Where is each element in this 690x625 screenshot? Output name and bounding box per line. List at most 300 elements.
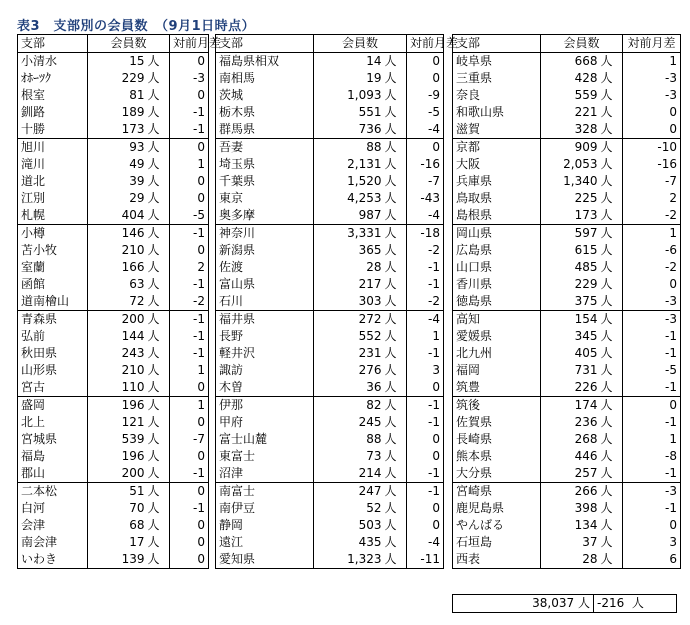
total-diff-unit: 人 xyxy=(631,596,644,610)
member-unit: 人 xyxy=(146,362,170,379)
month-diff: 0 xyxy=(407,70,444,87)
month-diff: -16 xyxy=(407,156,444,173)
member-unit: 人 xyxy=(146,53,170,71)
member-count: 539 xyxy=(88,431,146,448)
table-row xyxy=(453,345,681,362)
month-diff: -3 xyxy=(170,70,209,87)
month-diff: -1 xyxy=(623,414,681,431)
branch-name: 軽井沢 xyxy=(216,345,314,362)
month-diff: -1 xyxy=(170,500,209,517)
member-unit: 人 xyxy=(383,207,407,225)
branch-name: 高知 xyxy=(453,311,541,329)
table-row xyxy=(18,259,209,276)
member-count: 37 xyxy=(541,534,599,551)
branch-name: 盛岡 xyxy=(18,397,88,415)
member-unit: 人 xyxy=(383,156,407,173)
month-diff: -5 xyxy=(407,104,444,121)
member-count: 39 xyxy=(88,173,146,190)
member-unit: 人 xyxy=(599,225,623,243)
member-unit: 人 xyxy=(383,225,407,243)
branch-name: 根室 xyxy=(18,87,88,104)
table-row xyxy=(216,293,444,311)
month-diff: -1 xyxy=(170,104,209,121)
table-row xyxy=(216,431,444,448)
member-unit: 人 xyxy=(146,431,170,448)
member-unit: 人 xyxy=(599,173,623,190)
member-unit: 人 xyxy=(599,87,623,104)
table-row xyxy=(453,465,681,483)
branch-name: 埼玉県 xyxy=(216,156,314,173)
member-count: 144 xyxy=(88,328,146,345)
branch-name: 島根県 xyxy=(453,207,541,225)
member-count: 3,331 xyxy=(314,225,383,243)
month-diff: -1 xyxy=(407,259,444,276)
member-unit: 人 xyxy=(146,121,170,139)
member-count: 435 xyxy=(314,534,383,551)
member-unit: 人 xyxy=(599,328,623,345)
member-count: 503 xyxy=(314,517,383,534)
member-count: 29 xyxy=(88,190,146,207)
table-row xyxy=(453,173,681,190)
branch-name: 函館 xyxy=(18,276,88,293)
member-unit: 人 xyxy=(599,448,623,465)
total-members: 38,037 xyxy=(532,596,575,610)
month-diff: 0 xyxy=(170,53,209,71)
table-row xyxy=(453,551,681,569)
table-row xyxy=(216,207,444,225)
month-diff: 2 xyxy=(623,190,681,207)
month-diff: 1 xyxy=(623,225,681,243)
member-unit: 人 xyxy=(146,483,170,501)
month-diff: 0 xyxy=(623,397,681,415)
table-row xyxy=(216,311,444,329)
table-row xyxy=(453,500,681,517)
member-unit: 人 xyxy=(146,293,170,311)
branch-name: 徳島県 xyxy=(453,293,541,311)
member-unit: 人 xyxy=(599,414,623,431)
table-row xyxy=(18,173,209,190)
month-diff: -3 xyxy=(623,293,681,311)
table-row xyxy=(453,53,681,71)
table-row xyxy=(18,53,209,71)
table-row xyxy=(453,311,681,329)
member-unit: 人 xyxy=(146,328,170,345)
header-diff: 対前月差 xyxy=(623,35,681,53)
member-count: 446 xyxy=(541,448,599,465)
branch-name: 長野 xyxy=(216,328,314,345)
table-row xyxy=(18,293,209,311)
table-row xyxy=(453,242,681,259)
branch-name: 滝川 xyxy=(18,156,88,173)
table-row xyxy=(453,225,681,243)
member-count: 615 xyxy=(541,242,599,259)
header-branch: 支部 xyxy=(453,35,541,53)
month-diff: 0 xyxy=(170,483,209,501)
member-count: 303 xyxy=(314,293,383,311)
member-count: 736 xyxy=(314,121,383,139)
branch-name: 道南檜山 xyxy=(18,293,88,311)
member-count: 139 xyxy=(88,551,146,569)
member-unit: 人 xyxy=(383,121,407,139)
member-count: 210 xyxy=(88,362,146,379)
member-unit: 人 xyxy=(383,534,407,551)
branch-name: 佐賀県 xyxy=(453,414,541,431)
member-unit: 人 xyxy=(599,104,623,121)
table-row xyxy=(453,517,681,534)
branch-name: 三重県 xyxy=(453,70,541,87)
member-unit: 人 xyxy=(146,104,170,121)
month-diff: 1 xyxy=(170,397,209,415)
table-row xyxy=(216,551,444,569)
member-unit: 人 xyxy=(383,87,407,104)
member-count: 28 xyxy=(314,259,383,276)
member-count: 266 xyxy=(541,483,599,501)
branch-name: 釧路 xyxy=(18,104,88,121)
member-count: 559 xyxy=(541,87,599,104)
month-diff: -4 xyxy=(407,121,444,139)
branch-name: 札幌 xyxy=(18,207,88,225)
branch-name: 北上 xyxy=(18,414,88,431)
member-count: 174 xyxy=(541,397,599,415)
month-diff: 2 xyxy=(170,259,209,276)
member-unit: 人 xyxy=(146,500,170,517)
table-row xyxy=(216,500,444,517)
table-row xyxy=(216,414,444,431)
member-count: 2,131 xyxy=(314,156,383,173)
member-count: 4,253 xyxy=(314,190,383,207)
member-count: 221 xyxy=(541,104,599,121)
member-count: 51 xyxy=(88,483,146,501)
table-row xyxy=(216,156,444,173)
table-row xyxy=(453,190,681,207)
member-unit: 人 xyxy=(599,517,623,534)
table-row xyxy=(216,190,444,207)
branch-name: 沼津 xyxy=(216,465,314,483)
branch-name: 青森県 xyxy=(18,311,88,329)
branch-name: 福島県相双 xyxy=(216,53,314,71)
member-count: 428 xyxy=(541,70,599,87)
member-unit: 人 xyxy=(146,534,170,551)
member-count: 217 xyxy=(314,276,383,293)
branch-name: 旭川 xyxy=(18,139,88,157)
month-diff: -16 xyxy=(623,156,681,173)
table-row xyxy=(453,207,681,225)
member-count: 81 xyxy=(88,87,146,104)
member-count: 243 xyxy=(88,345,146,362)
member-unit: 人 xyxy=(599,500,623,517)
table-row xyxy=(18,362,209,379)
table-row xyxy=(216,259,444,276)
member-count: 134 xyxy=(541,517,599,534)
month-diff: 0 xyxy=(623,121,681,139)
member-unit: 人 xyxy=(383,431,407,448)
branch-name: 石垣島 xyxy=(453,534,541,551)
table-row xyxy=(18,311,209,329)
branch-name: 富士山麓 xyxy=(216,431,314,448)
table-row xyxy=(216,173,444,190)
month-diff: 0 xyxy=(170,448,209,465)
table-row xyxy=(216,53,444,71)
member-count: 231 xyxy=(314,345,383,362)
member-count: 82 xyxy=(314,397,383,415)
branch-name: 南相馬 xyxy=(216,70,314,87)
month-diff: -1 xyxy=(407,276,444,293)
table-row xyxy=(18,225,209,243)
branch-name: 長崎県 xyxy=(453,431,541,448)
month-diff: -7 xyxy=(170,431,209,448)
month-diff: 0 xyxy=(407,431,444,448)
member-unit: 人 xyxy=(146,379,170,397)
branch-name: 滋賀 xyxy=(453,121,541,139)
member-count: 70 xyxy=(88,500,146,517)
member-unit: 人 xyxy=(599,379,623,397)
member-unit: 人 xyxy=(146,87,170,104)
member-count: 247 xyxy=(314,483,383,501)
member-count: 404 xyxy=(88,207,146,225)
member-count: 229 xyxy=(541,276,599,293)
month-diff: -1 xyxy=(170,311,209,329)
member-count: 405 xyxy=(541,345,599,362)
table-row xyxy=(18,345,209,362)
table-row xyxy=(453,534,681,551)
table-row xyxy=(18,207,209,225)
month-diff: 0 xyxy=(170,173,209,190)
month-diff: 0 xyxy=(407,53,444,71)
month-diff: -4 xyxy=(407,311,444,329)
table-row xyxy=(216,121,444,139)
member-count: 28 xyxy=(541,551,599,569)
month-diff: -2 xyxy=(623,207,681,225)
member-unit: 人 xyxy=(383,139,407,157)
table-row xyxy=(216,70,444,87)
month-diff: -7 xyxy=(407,173,444,190)
month-diff: -1 xyxy=(170,465,209,483)
member-count: 2,053 xyxy=(541,156,599,173)
table-row xyxy=(216,225,444,243)
member-count: 1,340 xyxy=(541,173,599,190)
member-unit: 人 xyxy=(383,465,407,483)
branch-name: 福岡 xyxy=(453,362,541,379)
branch-name: 会津 xyxy=(18,517,88,534)
table-row xyxy=(453,87,681,104)
member-count: 154 xyxy=(541,311,599,329)
member-count: 15 xyxy=(88,53,146,71)
month-diff: -1 xyxy=(407,345,444,362)
table-row xyxy=(216,362,444,379)
month-diff: 0 xyxy=(170,517,209,534)
month-diff: -1 xyxy=(170,345,209,362)
branch-name: 京都 xyxy=(453,139,541,157)
table-row xyxy=(453,448,681,465)
branch-name: 伊那 xyxy=(216,397,314,415)
branch-name: 香川県 xyxy=(453,276,541,293)
member-count: 398 xyxy=(541,500,599,517)
member-count: 110 xyxy=(88,379,146,397)
month-diff: -2 xyxy=(623,259,681,276)
member-count: 1,323 xyxy=(314,551,383,569)
month-diff: 1 xyxy=(170,362,209,379)
member-unit: 人 xyxy=(146,311,170,329)
member-unit: 人 xyxy=(383,104,407,121)
branch-name: 遠江 xyxy=(216,534,314,551)
month-diff: 3 xyxy=(407,362,444,379)
month-diff: 0 xyxy=(623,104,681,121)
member-unit: 人 xyxy=(599,362,623,379)
branch-name: 広島県 xyxy=(453,242,541,259)
member-unit: 人 xyxy=(146,414,170,431)
branch-name: 奈良 xyxy=(453,87,541,104)
branch-name: 諏訪 xyxy=(216,362,314,379)
branch-name: やんばる xyxy=(453,517,541,534)
branch-name: 静岡 xyxy=(216,517,314,534)
table-row xyxy=(453,139,681,157)
branch-name: 兵庫県 xyxy=(453,173,541,190)
member-unit: 人 xyxy=(146,517,170,534)
month-diff: -11 xyxy=(407,551,444,569)
branch-name: 苫小牧 xyxy=(18,242,88,259)
member-unit: 人 xyxy=(383,448,407,465)
table-row xyxy=(216,345,444,362)
member-count: 225 xyxy=(541,190,599,207)
month-diff: -1 xyxy=(407,483,444,501)
member-unit: 人 xyxy=(599,53,623,71)
member-count: 19 xyxy=(314,70,383,87)
member-unit: 人 xyxy=(383,70,407,87)
table-row xyxy=(18,104,209,121)
month-diff: -7 xyxy=(623,173,681,190)
member-unit: 人 xyxy=(599,465,623,483)
member-count: 552 xyxy=(314,328,383,345)
table-row xyxy=(18,551,209,569)
branch-name: 千葉県 xyxy=(216,173,314,190)
member-count: 93 xyxy=(88,139,146,157)
header-members: 会員数 xyxy=(88,35,170,53)
member-unit: 人 xyxy=(599,293,623,311)
month-diff: 0 xyxy=(170,139,209,157)
branch-name: 宮城県 xyxy=(18,431,88,448)
table-row xyxy=(18,500,209,517)
table-row xyxy=(216,276,444,293)
table-row xyxy=(18,87,209,104)
table-row xyxy=(216,448,444,465)
table-row xyxy=(453,276,681,293)
month-diff: 0 xyxy=(407,517,444,534)
member-unit: 人 xyxy=(383,414,407,431)
member-count: 196 xyxy=(88,397,146,415)
table-row xyxy=(18,242,209,259)
table-row xyxy=(216,87,444,104)
month-diff: 0 xyxy=(170,379,209,397)
member-count: 88 xyxy=(314,139,383,157)
member-count: 68 xyxy=(88,517,146,534)
member-count: 668 xyxy=(541,53,599,71)
branch-name: 郡山 xyxy=(18,465,88,483)
branch-name: 二本松 xyxy=(18,483,88,501)
table-row xyxy=(453,259,681,276)
member-count: 210 xyxy=(88,242,146,259)
table-row xyxy=(18,431,209,448)
branch-name: 筑後 xyxy=(453,397,541,415)
member-count: 226 xyxy=(541,379,599,397)
branch-name: 栃木県 xyxy=(216,104,314,121)
table-row xyxy=(18,483,209,501)
table-row xyxy=(18,448,209,465)
header-diff: 対前月差 xyxy=(170,35,209,53)
member-unit: 人 xyxy=(599,345,623,362)
branch-name: 佐渡 xyxy=(216,259,314,276)
branch-name: 神奈川 xyxy=(216,225,314,243)
member-count: 268 xyxy=(541,431,599,448)
member-count: 229 xyxy=(88,70,146,87)
member-unit: 人 xyxy=(146,448,170,465)
member-count: 88 xyxy=(314,431,383,448)
branch-name: 奥多摩 xyxy=(216,207,314,225)
month-diff: 0 xyxy=(407,139,444,157)
branch-name: 吾妻 xyxy=(216,139,314,157)
member-unit: 人 xyxy=(383,517,407,534)
month-diff: -1 xyxy=(170,328,209,345)
month-diff: -1 xyxy=(623,328,681,345)
table-row xyxy=(18,414,209,431)
branch-name: 南富士 xyxy=(216,483,314,501)
header-diff: 対前月差 xyxy=(407,35,444,53)
member-unit: 人 xyxy=(599,70,623,87)
branch-name: ｵﾎｰﾂｸ xyxy=(18,70,88,87)
table-row xyxy=(453,379,681,397)
member-unit: 人 xyxy=(599,276,623,293)
member-unit: 人 xyxy=(383,190,407,207)
branch-name: 宮崎県 xyxy=(453,483,541,501)
member-count: 345 xyxy=(541,328,599,345)
member-count: 173 xyxy=(88,121,146,139)
member-count: 276 xyxy=(314,362,383,379)
member-unit: 人 xyxy=(599,311,623,329)
member-count: 1,093 xyxy=(314,87,383,104)
month-diff: -43 xyxy=(407,190,444,207)
month-diff: 0 xyxy=(170,414,209,431)
member-count: 328 xyxy=(541,121,599,139)
month-diff: 1 xyxy=(623,431,681,448)
branch-name: 東京 xyxy=(216,190,314,207)
table-row xyxy=(453,293,681,311)
table-row xyxy=(18,328,209,345)
branch-name: 秋田県 xyxy=(18,345,88,362)
member-count: 731 xyxy=(541,362,599,379)
member-count: 236 xyxy=(541,414,599,431)
member-unit: 人 xyxy=(146,276,170,293)
branch-name: 熊本県 xyxy=(453,448,541,465)
member-unit: 人 xyxy=(383,551,407,569)
header-members: 会員数 xyxy=(314,35,407,53)
member-unit: 人 xyxy=(383,328,407,345)
member-unit: 人 xyxy=(599,431,623,448)
member-unit: 人 xyxy=(383,483,407,501)
table-row xyxy=(18,190,209,207)
member-unit: 人 xyxy=(146,190,170,207)
member-unit: 人 xyxy=(599,121,623,139)
branch-name: 群馬県 xyxy=(216,121,314,139)
table-row xyxy=(453,397,681,415)
branch-name: 山形県 xyxy=(18,362,88,379)
member-count: 551 xyxy=(314,104,383,121)
month-diff: 6 xyxy=(623,551,681,569)
member-unit: 人 xyxy=(383,276,407,293)
member-unit: 人 xyxy=(383,242,407,259)
member-count: 245 xyxy=(314,414,383,431)
member-count: 257 xyxy=(541,465,599,483)
member-unit: 人 xyxy=(383,345,407,362)
month-diff: -4 xyxy=(407,534,444,551)
